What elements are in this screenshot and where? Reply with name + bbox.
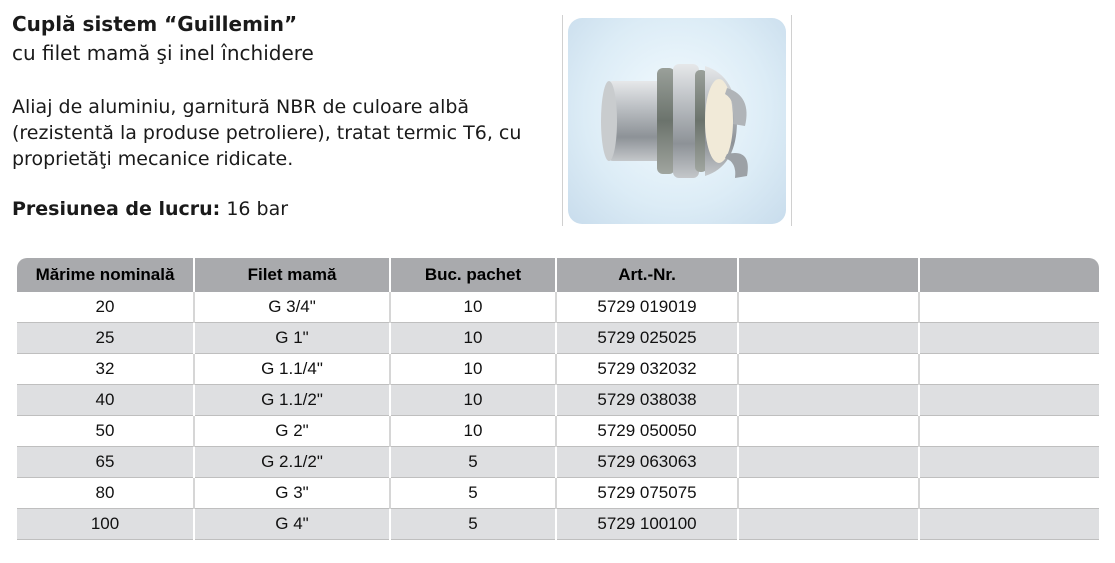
header-pack-qty: Buc. pachet bbox=[390, 258, 556, 292]
cell-thread: G 1.1/4" bbox=[194, 354, 390, 385]
cell-nominal-size: 40 bbox=[17, 385, 194, 416]
cell-thread: G 1.1/2" bbox=[194, 385, 390, 416]
cell-nominal-size: 80 bbox=[17, 478, 194, 509]
cell-thread: G 3/4" bbox=[194, 292, 390, 323]
cell-extra-1 bbox=[738, 292, 919, 323]
header-thread: Filet mamă bbox=[194, 258, 390, 292]
cell-nominal-size: 32 bbox=[17, 354, 194, 385]
product-photo-frame bbox=[562, 15, 792, 226]
cell-article-no: 5729 032032 bbox=[556, 354, 738, 385]
cell-extra-2 bbox=[919, 478, 1099, 509]
cell-extra-1 bbox=[738, 354, 919, 385]
table-row bbox=[17, 509, 1099, 540]
cell-extra-2 bbox=[919, 416, 1099, 447]
cell-pack-qty: 10 bbox=[390, 354, 556, 385]
cell-thread: G 2.1/2" bbox=[194, 447, 390, 478]
working-pressure bbox=[12, 198, 288, 220]
cell-article-no: 5729 025025 bbox=[556, 323, 738, 354]
cell-extra-2 bbox=[919, 447, 1099, 478]
cell-pack-qty: 5 bbox=[390, 447, 556, 478]
cell-extra-1 bbox=[738, 478, 919, 509]
cell-pack-qty: 10 bbox=[390, 416, 556, 447]
cell-extra-2 bbox=[919, 292, 1099, 323]
cell-thread: G 3" bbox=[194, 478, 390, 509]
cell-nominal-size: 100 bbox=[17, 509, 194, 540]
cell-article-no: 5729 063063 bbox=[556, 447, 738, 478]
table-row bbox=[17, 354, 1099, 385]
cell-extra-2 bbox=[919, 385, 1099, 416]
header-extra-2 bbox=[919, 258, 1099, 292]
product-table bbox=[17, 258, 1099, 540]
cell-extra-1 bbox=[738, 385, 919, 416]
cell-extra-1 bbox=[738, 323, 919, 354]
cell-nominal-size: 25 bbox=[17, 323, 194, 354]
cell-nominal-size: 50 bbox=[17, 416, 194, 447]
cell-pack-qty: 5 bbox=[390, 509, 556, 540]
product-description: Aliaj de aluminiu, garnitură NBR de culoare albă (rezistentă la produse petroliere), tratat termic T6, cu proprietăţi mecanice ridicate. bbox=[12, 96, 522, 170]
header-nominal-size: Mărime nominală bbox=[17, 258, 194, 292]
pressure-value: 16 bar bbox=[226, 198, 289, 220]
cell-pack-qty: 5 bbox=[390, 478, 556, 509]
cell-article-no: 5729 050050 bbox=[556, 416, 738, 447]
coupling-image bbox=[587, 36, 767, 206]
cell-nominal-size: 65 bbox=[17, 447, 194, 478]
table-row bbox=[17, 292, 1099, 323]
cell-thread: G 4" bbox=[194, 509, 390, 540]
table-header-row bbox=[17, 258, 1099, 292]
cell-article-no: 5729 019019 bbox=[556, 292, 738, 323]
product-title: Cuplă sistem “Guillemin” bbox=[12, 12, 298, 36]
table-row bbox=[17, 416, 1099, 447]
header-extra-1 bbox=[738, 258, 919, 292]
product-subtitle: cu filet mamă şi inel închidere bbox=[12, 41, 314, 65]
cell-extra-1 bbox=[738, 509, 919, 540]
table-row bbox=[17, 447, 1099, 478]
header-article-no: Art.-Nr. bbox=[556, 258, 738, 292]
table-row bbox=[17, 385, 1099, 416]
cell-extra-2 bbox=[919, 323, 1099, 354]
cell-thread: G 2" bbox=[194, 416, 390, 447]
cell-extra-1 bbox=[738, 447, 919, 478]
cell-thread: G 1" bbox=[194, 323, 390, 354]
cell-extra-2 bbox=[919, 509, 1099, 540]
product-photo bbox=[568, 18, 786, 224]
cell-article-no: 5729 100100 bbox=[556, 509, 738, 540]
cell-pack-qty: 10 bbox=[390, 292, 556, 323]
cell-article-no: 5729 075075 bbox=[556, 478, 738, 509]
cell-extra-1 bbox=[738, 416, 919, 447]
cell-pack-qty: 10 bbox=[390, 385, 556, 416]
pressure-label: Presiunea de lucru: bbox=[12, 198, 221, 220]
table-row bbox=[17, 323, 1099, 354]
table-row bbox=[17, 478, 1099, 509]
cell-pack-qty: 10 bbox=[390, 323, 556, 354]
cell-nominal-size: 20 bbox=[17, 292, 194, 323]
cell-article-no: 5729 038038 bbox=[556, 385, 738, 416]
cell-extra-2 bbox=[919, 354, 1099, 385]
